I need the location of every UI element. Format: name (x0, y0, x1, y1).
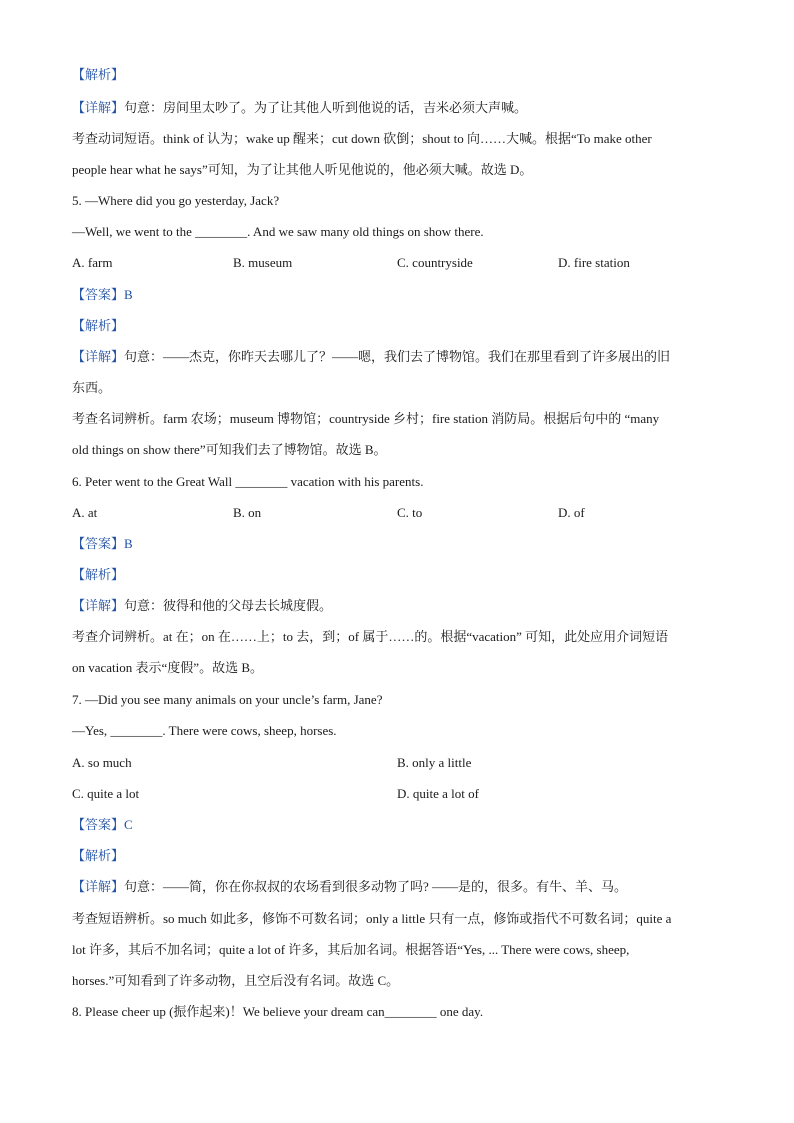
q6-option-c: C. to (397, 505, 423, 520)
q6-explanation-label: 【解析】 (72, 567, 125, 582)
q6-answer: 【答案】B (72, 536, 133, 551)
q7-answer: 【答案】C (72, 817, 133, 832)
q4-translation (72, 99, 732, 117)
q5-translation-line2: 东西。 (72, 380, 112, 395)
q7-stem-line2: —Yes, ________. There were cows, sheep, horses. (72, 723, 337, 738)
q6-option-b: B. on (233, 505, 262, 520)
q7-option-b: B. only a little (397, 755, 472, 770)
q7-explanation-label: 【解析】 (72, 848, 125, 863)
q7-analysis-line1: 考查短语辨析。so much 如此多，修饰不可数名词；only a little 只有一点，修饰或指代不可数名词；quite a (72, 911, 672, 926)
q5-option-b: B. museum (233, 255, 293, 270)
q7-option-d: D. quite a lot of (397, 786, 479, 801)
q6-analysis-line1: 考查介词辨析。at 在；on 在……上；to 去，到；of 属于……的。根据“vacation” 可知，此处应用介词短语 (72, 629, 669, 644)
explanation-label: 【解析】 (72, 67, 125, 82)
q7-analysis-line3: horses.”可知看到了许多动物，且空后没有名词。故选 C。 (72, 973, 400, 988)
q6-option-d: D. of (558, 505, 585, 520)
q4-translation-text: 句意：房间里太吵了。为了让其他人听到他说的话，吉米必须大声喊。 (124, 100, 528, 115)
q6-translation-text: 句意：彼得和他的父母去长城度假。 (124, 598, 333, 613)
q4-analysis-line1: 考查动词短语。think of 认为；wake up 醒来；cut down 砍倒；shout to 向……大喊。根据“To make other (72, 131, 652, 146)
q7-translation-text: 句意：——简，你在你叔叔的农场看到很多动物了吗? ——是的，很多。有牛、羊、马。 (124, 879, 628, 894)
detail-tag: 【详解】 (72, 598, 125, 613)
q6-analysis-line2: on vacation 表示“度假”。故选 B。 (72, 660, 263, 675)
q7-option-a: A. so much (72, 755, 132, 770)
q6-translation (72, 597, 732, 615)
q5-analysis-line1: 考查名词辨析。farm 农场；museum 博物馆；countryside 乡村；fire station 消防局。根据后句中的 “many (72, 411, 660, 426)
q5-stem-line2: —Well, we went to the ________. And we saw many old things on show there. (72, 224, 484, 239)
detail-tag: 【详解】 (72, 349, 125, 364)
q7-stem-line1: 7. —Did you see many animals on your uncle’s farm, Jane? (72, 692, 383, 707)
q4-analysis-line2: people hear what he says”可知，为了让其他人听见他说的，他必须大喊。故选 D。 (72, 162, 533, 177)
q6-stem: 6. Peter went to the Great Wall ________ vacation with his parents. (72, 474, 424, 489)
detail-tag: 【详解】 (72, 879, 125, 894)
q5-stem-line1: 5. —Where did you go yesterday, Jack? (72, 193, 280, 208)
q8-stem: 8. Please cheer up (振作起来)！We believe your dream can________ one day. (72, 1004, 484, 1019)
q5-analysis-line2: old things on show there”可知我们去了博物馆。故选 B。 (72, 442, 387, 457)
q5-option-a: A. farm (72, 255, 113, 270)
q7-translation (72, 878, 732, 896)
q5-answer: 【答案】B (72, 287, 133, 302)
q6-option-a: A. at (72, 505, 98, 520)
detail-tag: 【详解】 (72, 100, 125, 115)
q5-option-c: C. countryside (397, 255, 473, 270)
q7-analysis-line2: lot 许多，其后不加名词；quite a lot of 许多，其后加名词。根据答语“Yes, ... There were cows, sheep, (72, 942, 630, 957)
q5-translation-text: 句意：——杰克，你昨天去哪儿了？——嗯，我们去了博物馆。我们在那里看到了许多展出的旧 (124, 349, 671, 364)
q5-translation-line1 (72, 348, 732, 366)
q5-explanation-label: 【解析】 (72, 318, 125, 333)
q7-option-c: C. quite a lot (72, 786, 140, 801)
q5-option-d: D. fire station (558, 255, 630, 270)
